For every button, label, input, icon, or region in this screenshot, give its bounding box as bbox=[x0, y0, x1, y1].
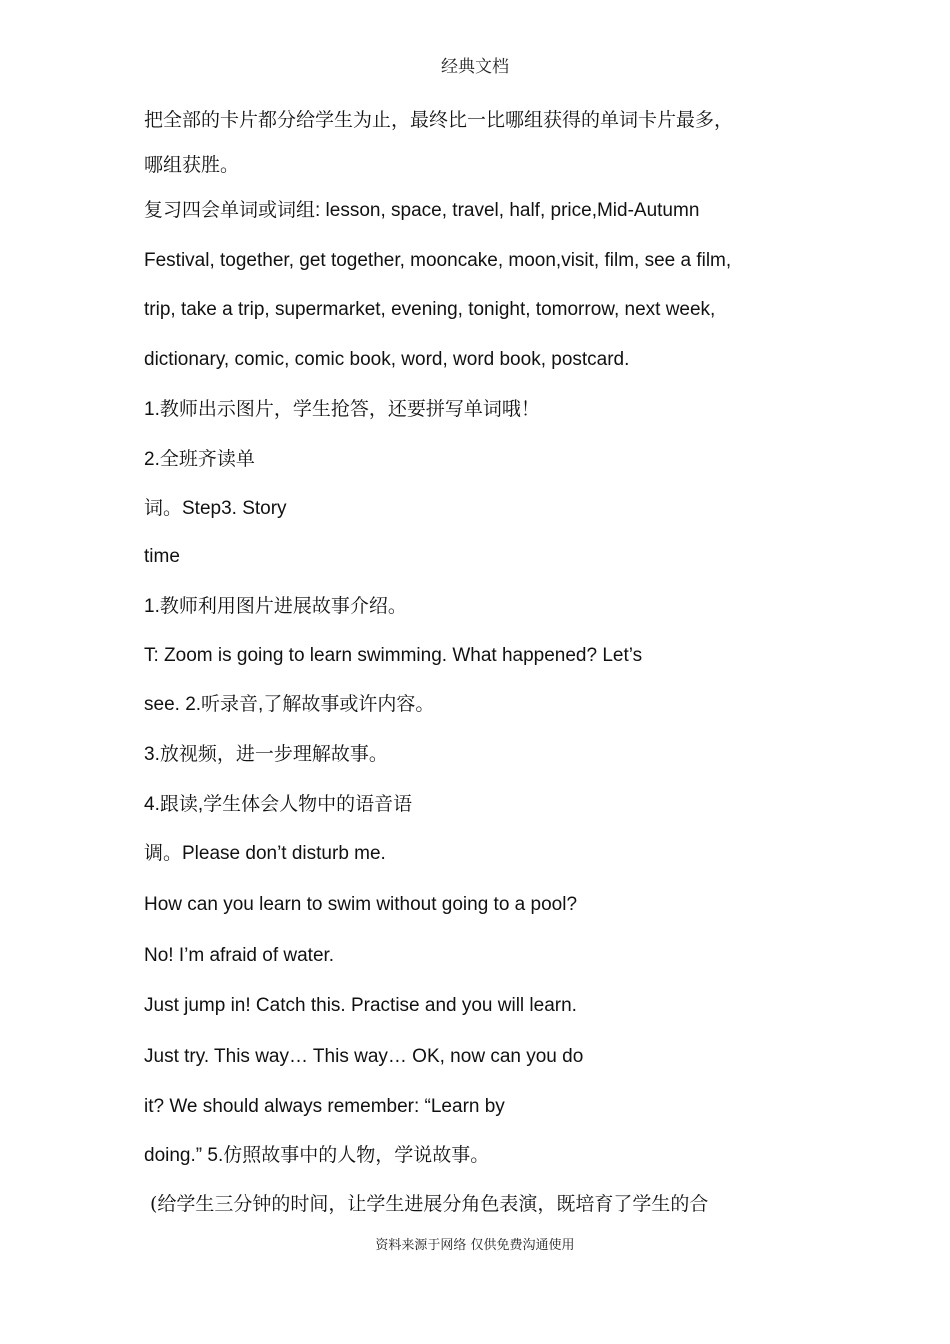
body-line-6: dictionary, comic, comic book, word, word book, postcard. bbox=[144, 349, 630, 370]
body-line-15: 4.跟读,学生体会人物中的语音语 bbox=[144, 794, 413, 815]
body-line-13: see. 2.听录音,了解故事或许内容。 bbox=[144, 694, 435, 715]
body-line-14: 3.放视频，进一步理解故事。 bbox=[144, 744, 388, 765]
body-line-5: trip, take a trip, supermarket, evening, tonight, tomorrow, next week, bbox=[144, 299, 716, 320]
body-line-18: No! I’m afraid of water. bbox=[144, 945, 335, 966]
page-footer: 资料来源于网络 仅供免费沟通使用 bbox=[375, 1238, 575, 1253]
body-line-16: 调。Please don’t disturb me. bbox=[144, 843, 386, 864]
body-line-1: 把全部的卡片都分给学生为止，最终比一比哪组获得的单词卡片最多， bbox=[144, 109, 734, 131]
body-line-4: Festival, together, get together, mooncake, moon,visit, film, see a film, bbox=[144, 250, 732, 271]
body-line-22: doing.” 5.仿照故事中的人物，学说故事。 bbox=[144, 1145, 490, 1166]
body-line-20: Just try. This way… This way… OK, now can you do bbox=[144, 1046, 584, 1067]
body-line-12: T: Zoom is going to learn swimming. What happened? Let’s bbox=[144, 645, 643, 666]
body-line-3: 复习四会单词或词组: lesson, space, travel, half, price,Mid-Autumn bbox=[144, 200, 700, 221]
body-line-8: 2.全班齐读单 bbox=[144, 449, 255, 470]
body-line-2: 哪组获胜。 bbox=[144, 154, 240, 176]
body-line-21: it? We should always remember: “Learn by bbox=[144, 1096, 505, 1117]
body-line-9: 词。Step3. Story bbox=[144, 498, 287, 519]
body-line-23: (给学生三分钟的时间，让学生进展分角色表演，既培育了学生的合 bbox=[150, 1193, 709, 1215]
body-line-17: How can you learn to swim without going to a pool? bbox=[144, 894, 578, 915]
body-line-11: 1.教师利用图片进展故事介绍。 bbox=[144, 596, 407, 617]
body-line-10: time bbox=[144, 546, 180, 567]
body-line-19: Just jump in! Catch this. Practise and you will learn. bbox=[144, 995, 577, 1016]
body-line-7: 1.教师出示图片，学生抢答，还要拼写单词哦！ bbox=[144, 399, 540, 420]
page-header: 经典文档 bbox=[441, 57, 509, 77]
